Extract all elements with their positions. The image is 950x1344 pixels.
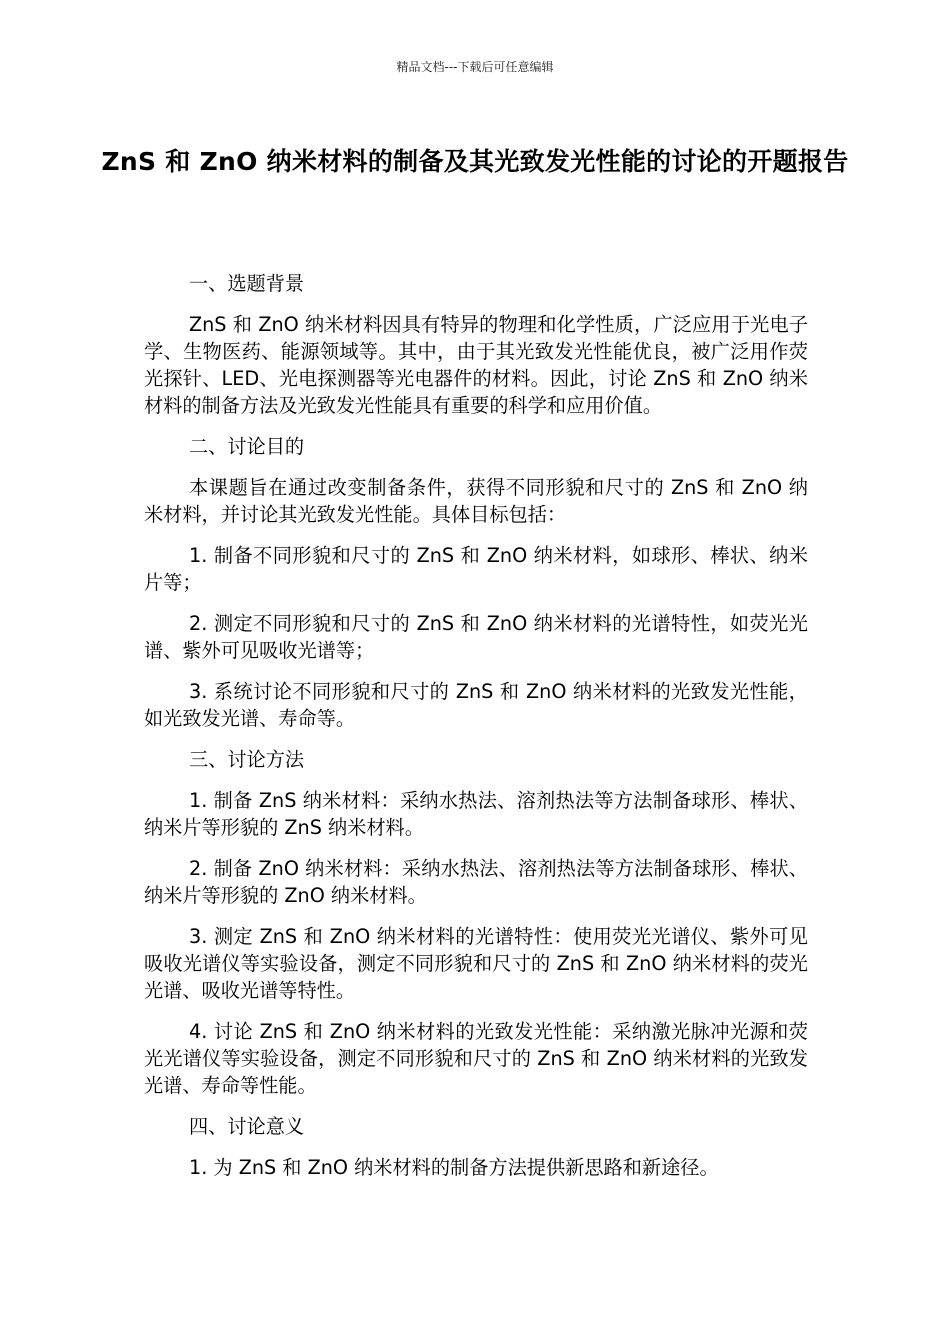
list-item: 3. 测定 ZnS 和 ZnO 纳米材料的光谱特性：使用荧光光谱仪、紫外可见吸收光谱仪等实验设备，测定不同形貌和尺寸的 ZnS 和 ZnO 纳米材料的荧光光谱、吸收光谱等特性。 [144,925,808,1002]
section-methods [144,746,808,1099]
section-background [144,270,808,419]
page-header: 精品文档---下载后可任意编辑 [396,60,554,74]
section-heading: 三、讨论方法 [189,748,305,771]
list-item: 2. 制备 ZnO 纳米材料：采纳水热法、溶剂热法等方法制备球形、棒状、纳米片等形貌的 ZnO 纳米材料。 [144,857,808,907]
document-body [144,270,808,1195]
document-title: ZnS 和 ZnO 纳米材料的制备及其光致发光性能的讨论的开题报告 [101,147,849,176]
list-item: 2. 测定不同形貌和尺寸的 ZnS 和 ZnO 纳米材料的光谱特性，如荧光光谱、紫外可见吸收光谱等； [144,612,808,662]
section-heading: 二、讨论目的 [189,435,305,458]
list-item: 1. 制备 ZnS 纳米材料：采纳水热法、溶剂热法等方法制备球形、棒状、纳米片等形貌的 ZnS 纳米材料。 [144,789,808,839]
list-item: 3. 系统讨论不同形貌和尺寸的 ZnS 和 ZnO 纳米材料的光致发光性能，如光致发光谱、寿命等。 [144,680,808,730]
section-heading: 一、选题背景 [189,272,305,295]
list-item: 4. 讨论 ZnS 和 ZnO 纳米材料的光致发光性能：采纳激光脉冲光源和荧光光谱仪等实验设备，测定不同形貌和尺寸的 ZnS 和 ZnO 纳米材料的光致发光谱、寿命等性能。 [144,1020,808,1097]
paragraph: 本课题旨在通过改变制备条件，获得不同形貌和尺寸的 ZnS 和 ZnO 纳米材料，并讨论其光致发光性能。具体目标包括： [144,476,808,526]
paragraph: ZnS 和 ZnO 纳米材料因具有特异的物理和化学性质，广泛应用于光电子学、生物医药、能源领域等。其中，由于其光致发光性能优良，被广泛用作荧光探针、LED、光电探测器等光电器件的材料。因此，讨论 ZnS 和 ZnO 纳米材料的制备方法及光致发光性能具有重要的科学和应用价值。 [144,313,808,417]
section-heading: 四、讨论意义 [189,1115,305,1138]
section-significance [144,1113,808,1181]
list-item: 1. 制备不同形貌和尺寸的 ZnS 和 ZnO 纳米材料，如球形、棒状、纳米片等； [144,544,808,594]
list-item: 1. 为 ZnS 和 ZnO 纳米材料的制备方法提供新思路和新途径。 [189,1156,719,1179]
section-objectives [144,433,808,732]
